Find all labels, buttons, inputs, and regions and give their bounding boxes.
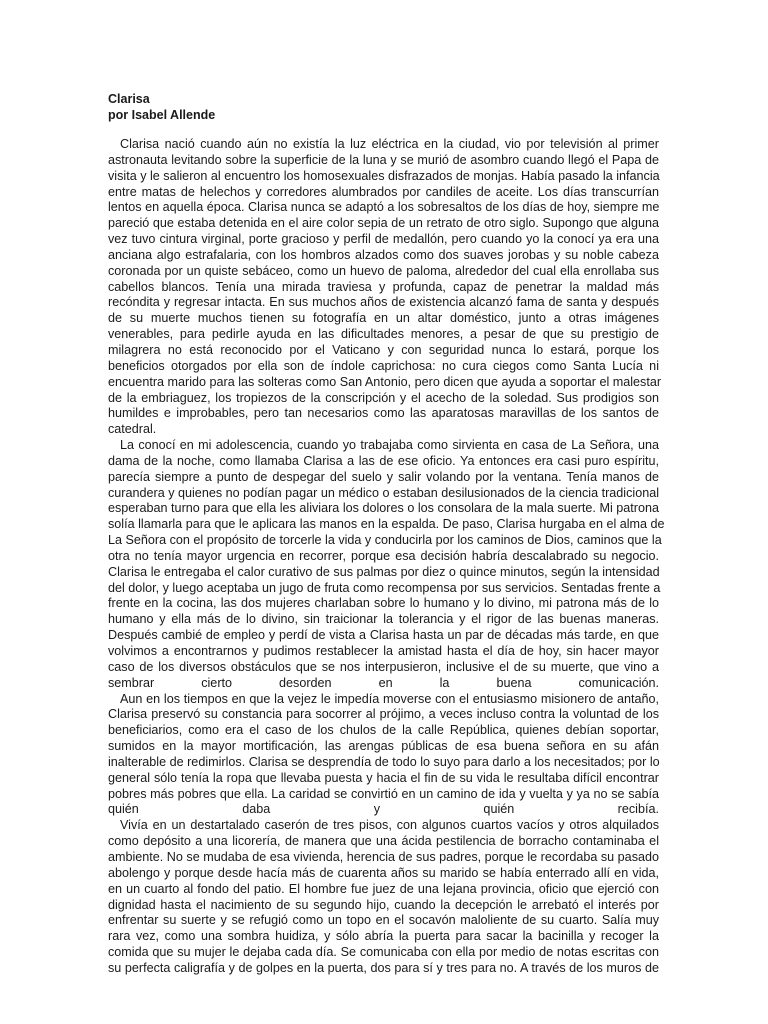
text-line: Clarisa nació cuando aún no existía la luz eléctrica en la ciudad, vio por televisión al primer (120, 137, 659, 151)
text-line: Vivía en un destartalado caserón de tres pisos, con algunos cuartos vacíos y otros alquilados (120, 818, 659, 833)
paragraph (108, 818, 659, 976)
text-line: ambiente. No se mudaba de esa vivienda, herencia de sus padres, porque le recordaba su pasado (108, 849, 659, 864)
text-line: otra no tenía mayor urgencia en recorrer, porque esa decisión habría descalabrado su negocio. (108, 548, 659, 563)
paragraph (108, 438, 665, 692)
text-line: venerables, para pedirle ayuda en las dificultades menores, a pesar de que su prestigio de (108, 327, 659, 342)
text-line: Clarisa preservó su constancia para socorrer al prójimo, a veces incluso contra la voluntad de los (108, 707, 659, 722)
text-line: en un cuarto al fondo del patio. El hombre fue juez de una lejana provincia, oficio que ejerció con (108, 881, 659, 896)
text-line: como depósito a una licorería, de manera que una ácida pestilencia de borracho contaminaba el (108, 834, 659, 849)
story-title: Clarisa (108, 92, 150, 106)
document-page (108, 91, 665, 977)
text-line: del dolor, y luego aceptaba un jugo de fruta como recompensa por sus servicios. Sentadas frente a (108, 580, 661, 595)
text-line: rara vez, como una sombra huidiza, y sólo abría la puerta para sacar la bacinilla y recoger la (108, 929, 659, 944)
text-line: abolengo y porque desde hacía más de cuarenta años su marido se había enterrado allí en vida, (108, 865, 659, 880)
text-line: beneficiarios, como era el caso de los chulos de la calle República, quienes debían soportar, (108, 723, 659, 738)
text-line: Después cambié de empleo y perdí de vista a Clarisa hasta un par de décadas más tarde, en que (108, 628, 659, 643)
text-line: Clarisa le entregaba el calor curativo de sus palmas por diez o quince minutos, según la intensidad (108, 564, 660, 579)
text-line: pareció que estaba detenida en el aire color sepia de un retrato de otro siglo. Supongo que alguna (108, 216, 659, 231)
paragraph (108, 692, 659, 819)
text-line: dignidad hasta el nacimiento de su segundo hijo, cuando la decepción le arrebató el interés por (108, 897, 659, 912)
text-line: astronauta levitando sobre la superficie de la luna y se murió de asombro cuando llegó el Papa de (108, 152, 659, 167)
text-line: pobres más pobres que ella. La caridad se convirtió en un camino de ida y vuelta y ya no se sabía (108, 786, 659, 801)
text-line: humano y ella más de lo divino, sin traicionar la tolerancia y el rigor de las buenas maneras. (108, 612, 659, 627)
text-line: su perfecta caligrafía y de golpes en la puerta, dos para sí y tres para no. A través de los muros de (108, 960, 659, 975)
text-line: vez tuvo cintura virginal, porte gracioso y perfil de medallón, pero cuando yo la conocí ya era una (108, 232, 659, 247)
paragraph (108, 137, 662, 438)
text-line: curandera y quienes no podían pagar un médico o estaban desilusionados de la ciencia tradicional (108, 485, 660, 500)
text-line: parecía siempre a punto de despegar del suelo y salir volando por la ventana. Tenía manos de (108, 469, 659, 484)
header-spacer (108, 123, 659, 137)
text-line: comida que su mujer le dejaba cada día. Se comunicaba con ella por medio de notas escritas con (108, 945, 659, 960)
text-line: esperaban turno para que ella les aliviara los dolores o los consolara de la mala suerte. Mi patrona (108, 501, 659, 516)
text-line: encuentra marido para las solteras como San Antonio, pero dicen que ayuda a soportar el malestar (108, 374, 662, 389)
text-line: de la embriaguez, los tropiezos de la conscripción y el acecho de la soledad. Sus prodigios son (108, 390, 659, 405)
text-line: sumidos en la mayor mortificación, las arengas públicas de esa buena señora en su afán (108, 739, 659, 754)
text-line: frente en la cocina, las dos mujeres charlaban sobre lo humano y lo divino, mi patrona más de lo (108, 596, 659, 611)
text-line: inalterable de redimirlos. Clarisa se desprendía de todo lo suyo para darlo a los necesitados; por lo (108, 754, 660, 769)
text-line: de su muerte muchos tienen su fotografía en un altar doméstico, junto a otras imágenes (108, 311, 659, 326)
text-line: sembrar cierto desorden en la buena comunicación. (108, 675, 659, 690)
text-line: caso de los diversos obstáculos que se nos interpusieron, inclusive el de su muerte, que vino a (108, 659, 659, 674)
text-line: cabellos blancos. Tenía una mirada traviesa y profunda, capaz de penetrar la maldad más (108, 279, 659, 294)
story-body (108, 137, 665, 977)
text-line: quién daba y quién recibía. (108, 802, 659, 817)
text-line: general sólo tenía la ropa que llevaba puesta y hacia el fin de su vida le resultaba difícil encontrar (108, 770, 659, 785)
text-line: La Señora con el propósito de torcerle la vida y conducirla por los caminos de Dios, caminos que la (108, 533, 662, 548)
text-line: coronada por un quiste sebáceo, como un huevo de paloma, alrededor del cual ella enrollaba sus (108, 263, 659, 278)
text-line: visita y le salieron al encuentro los homosexuales disfrazados de monjas. Había pasado la infancia (108, 168, 660, 183)
text-line: recóndita y regresar intacta. En sus muchos años de existencia alcanzó fama de santa y después (108, 295, 659, 310)
text-line: beneficios otorgados por ella son de índole caprichosa: no cura ciegos como Santa Lucía ni (108, 358, 659, 373)
text-line: volvimos a encontrarnos y pudimos restablecer la amistad hasta el día de hoy, sin hacer mayor (108, 644, 659, 658)
text-line: Aun en los tiempos en que la vejez le impedía moverse con el entusiasmo misionero de antaño, (120, 691, 659, 706)
story-author: por Isabel Allende (108, 108, 216, 122)
text-line: lentos en aquella época. Clarisa nunca se adaptó a los sobresaltos de los días de hoy, siempre me (108, 200, 660, 215)
text-line: humildes e improbables, pero tan necesarios como las aparatosas maravillas de los santos de (108, 406, 659, 421)
text-line: entre matas de helechos y corredores alumbrados por candiles de aceite. Los días transcurrían (108, 184, 659, 199)
text-line: milagrera no está reconocido por el Vaticano y con seguridad nunca lo estará, porque los (108, 342, 659, 357)
text-line: enfrentar su suerte y se refugió como un topo en el socavón maloliente de su cuarto. Salía muy (108, 913, 659, 928)
text-line: La conocí en mi adolescencia, cuando yo trabajaba como sirvienta en casa de La Señora, una (120, 438, 659, 453)
text-line: anciana algo estrafalaria, con los hombros alzados como dos suaves jorobas y su noble cabeza (108, 247, 659, 262)
text-line: catedral. (108, 422, 157, 437)
text-line: dama de la noche, como llamaba Clarisa a las de ese oficio. Ya entonces era casi puro espíritu, (108, 453, 659, 468)
text-line: solía llamarla para que le aplicara las manos en la espalda. De paso, Clarisa hurgaba en el alma de (108, 517, 665, 532)
